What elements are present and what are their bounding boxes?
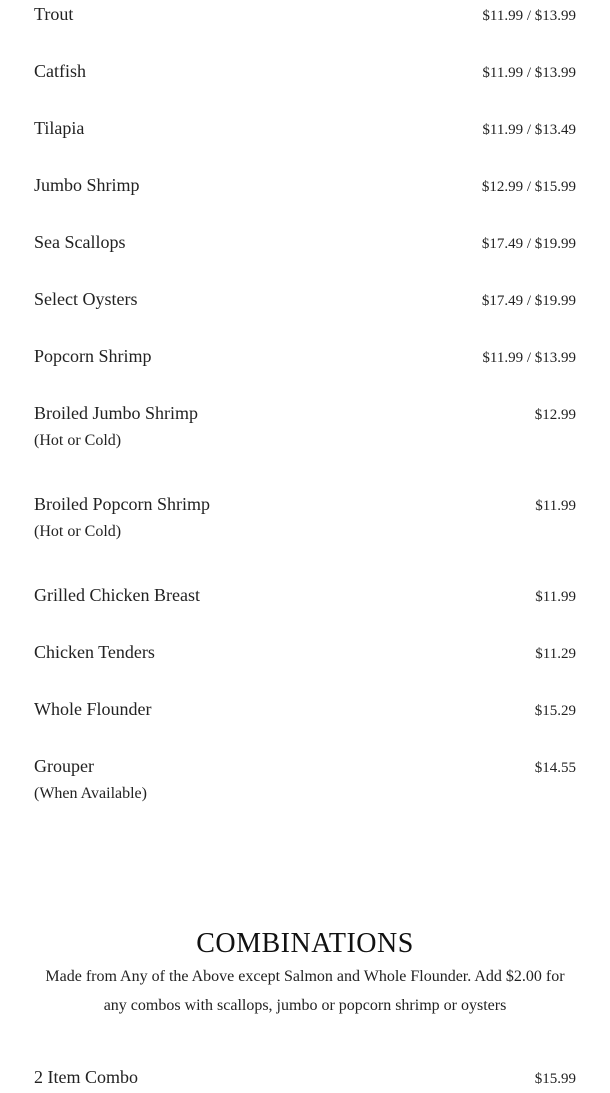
item-name: Catfish — [34, 61, 86, 81]
item-note: (Hot or Cold) — [34, 523, 122, 540]
item-price: $11.99 — [535, 589, 576, 605]
item-name: Jumbo Shrimp — [34, 175, 140, 195]
item-note: (When Available) — [34, 785, 147, 802]
item-name: Select Oysters — [34, 289, 138, 309]
item-note: (Hot or Cold) — [34, 432, 122, 449]
item-price: $12.99 — [534, 407, 576, 423]
item-name: Grilled Chicken Breast — [34, 585, 200, 605]
item-price: $11.29 — [535, 646, 576, 662]
item-price: $12.99 / $15.99 — [481, 179, 576, 195]
item-price: $11.99 / $13.99 — [482, 350, 576, 366]
item-price: $11.99 / $13.49 — [482, 122, 576, 138]
item-price: $17.49 / $19.99 — [481, 236, 576, 252]
item-price: $11.99 / $13.99 — [482, 8, 576, 24]
item-price: $17.49 / $19.99 — [481, 293, 576, 309]
item-price: $11.99 — [535, 498, 576, 514]
item-name: Tilapia — [34, 118, 85, 138]
section-description: Made from Any of the Above except Salmon and Whole Flounder. Add $2.00 for any combos with scallops, jumbo or popcorn shrimp or oysters — [45, 968, 565, 1014]
item-name: Broiled Popcorn Shrimp — [34, 494, 210, 514]
item-name: Sea Scallops — [34, 232, 126, 252]
item-name: Whole Flounder — [34, 699, 152, 719]
item-name: Popcorn Shrimp — [34, 346, 152, 366]
section-title: COMBINATIONS — [196, 928, 414, 959]
item-name: 2 Item Combo — [34, 1067, 138, 1087]
item-name: Chicken Tenders — [34, 642, 155, 662]
item-price: $15.99 — [534, 1071, 576, 1087]
item-price: $11.99 / $13.99 — [482, 65, 576, 81]
item-name: Broiled Jumbo Shrimp — [34, 403, 199, 423]
item-price: $15.29 — [534, 703, 576, 719]
item-name: Grouper — [34, 756, 94, 776]
item-price: $14.55 — [534, 760, 576, 776]
item-name: Trout — [34, 4, 74, 24]
